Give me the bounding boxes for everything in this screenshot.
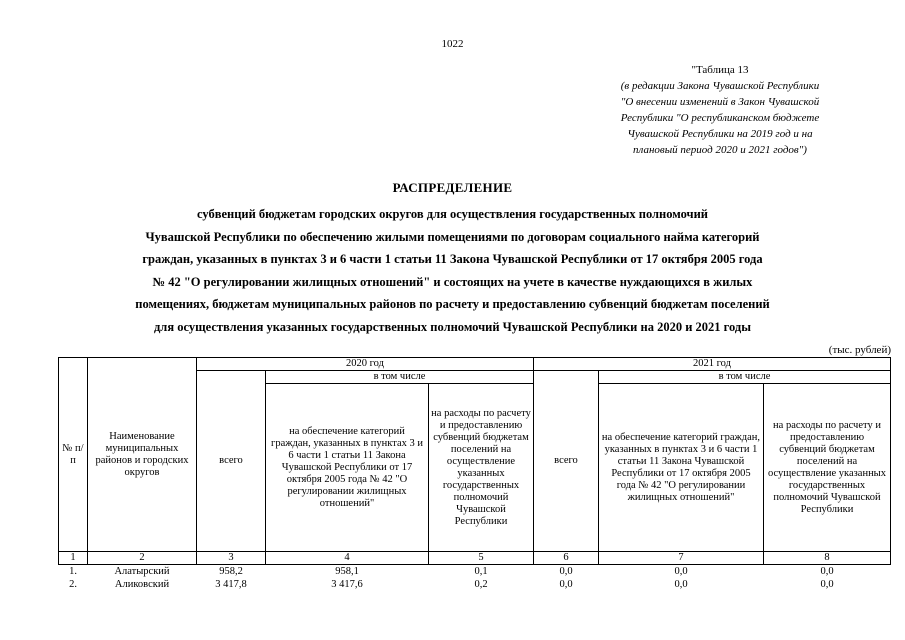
header-year-2021: 2021 год — [534, 358, 891, 371]
column-number: 4 — [266, 552, 429, 565]
row-number: 2. — [69, 578, 77, 590]
header-including-2021: в том числе — [599, 371, 891, 384]
page-number: 1022 — [441, 38, 464, 50]
header-including-2020: в том числе — [266, 371, 534, 384]
amendment-note-line: "О внесении изменений в Закон Чувашской — [620, 96, 820, 108]
subtitle-line: помещениях, бюджетам муниципальных районов по расчету и предоставлению субвенций бюджетам поселений — [135, 297, 770, 311]
header-total-2021: всего — [534, 371, 599, 552]
table-label: "Таблица 13 — [691, 64, 749, 76]
subtitle-line: для осуществления указанных государственных полномочий Чувашской Республики на 2020 и 2021 годы — [153, 319, 751, 334]
table-row — [59, 578, 891, 591]
cell-admin-2021: 0,0 — [820, 578, 834, 590]
header-row-years — [59, 358, 891, 371]
subtitle-line: № 42 "О регулировании жилищных отношений" и состоящих на учете в качестве нуждающихся в жилых — [152, 274, 753, 289]
header-housing-2021: на обеспечение категорий граждан, указанных в пунктах 3 и 6 части 1 статьи 11 Закона Чувашской Республики от 17 октября 2005 года № 42 "О регулировании жилищных отношений" — [599, 384, 764, 552]
cell-housing-2021: 0,0 — [674, 565, 688, 577]
column-number: 2 — [88, 552, 197, 565]
amendment-note-line: (в редакции Закона Чувашской Республики — [620, 80, 820, 92]
document-subtitle — [40, 203, 865, 338]
amendment-note-line: Чувашской Республики на 2019 год и на — [627, 128, 813, 140]
row-name: Аликовский — [114, 578, 170, 590]
column-number: 8 — [764, 552, 891, 565]
distribution-table — [58, 357, 891, 591]
subtitle-line: Чувашской Республики по обеспечению жилыми помещениями по договорам социального найма категорий — [145, 229, 760, 244]
cell-housing-2020: 958,1 — [335, 565, 359, 577]
header-name: Наименование муниципальных районов и городских округов — [88, 358, 197, 552]
column-number: 7 — [599, 552, 764, 565]
cell-total-2021: 0,0 — [559, 565, 573, 577]
header-number: № п/п — [59, 358, 88, 552]
column-number: 6 — [534, 552, 599, 565]
cell-total-2020: 958,2 — [219, 565, 243, 577]
subtitle-line: субвенций бюджетам городских округов для осуществления государственных полномочий — [196, 207, 708, 221]
header-housing-2020: на обеспечение категорий граждан, указанных в пунктах 3 и 6 части 1 статьи 11 Закона Чувашской Республики от 17 октября 2005 года № 42 "О регулировании жилищных отношений" — [266, 384, 429, 552]
table-reference — [560, 62, 880, 158]
cell-admin-2020: 0,2 — [474, 578, 488, 590]
cell-admin-2021: 0,0 — [820, 565, 834, 577]
column-number: 1 — [59, 552, 88, 565]
cell-total-2021: 0,0 — [559, 578, 573, 590]
amendment-note-line: плановый период 2020 и 2021 годов") — [633, 144, 807, 156]
row-name: Алатырский — [114, 565, 170, 577]
amendment-note-line: Республики "О республиканском бюджете — [620, 112, 820, 124]
column-numbers-row — [59, 552, 891, 565]
row-number: 1. — [69, 565, 77, 577]
subtitle-line: граждан, указанных в пунктах 3 и 6 части 1 статьи 11 Закона Чувашской Республики от 17 октября 2005 года — [142, 252, 763, 266]
unit-label: (тыс. рублей) — [828, 344, 891, 356]
cell-housing-2020: 3 417,6 — [331, 578, 363, 590]
header-year-2020: 2020 год — [197, 358, 534, 371]
header-admin-2020: на расходы по расчету и предоставлению субвенций бюджетам поселений на осуществление указанных государственных полномочий Чувашской Республики — [429, 384, 534, 552]
cell-total-2020: 3 417,8 — [215, 578, 247, 590]
column-number: 3 — [197, 552, 266, 565]
header-total-2020: всего — [197, 371, 266, 552]
header-admin-2021: на расходы по расчету и предоставлению субвенций бюджетам поселений на осуществление указанных государственных полномочий Чувашской Республики — [764, 384, 891, 552]
column-number: 5 — [429, 552, 534, 565]
document-title: РАСПРЕДЕЛЕНИЕ — [392, 180, 513, 195]
cell-admin-2020: 0,1 — [474, 565, 488, 577]
table-row — [59, 565, 891, 579]
cell-housing-2021: 0,0 — [674, 578, 688, 590]
